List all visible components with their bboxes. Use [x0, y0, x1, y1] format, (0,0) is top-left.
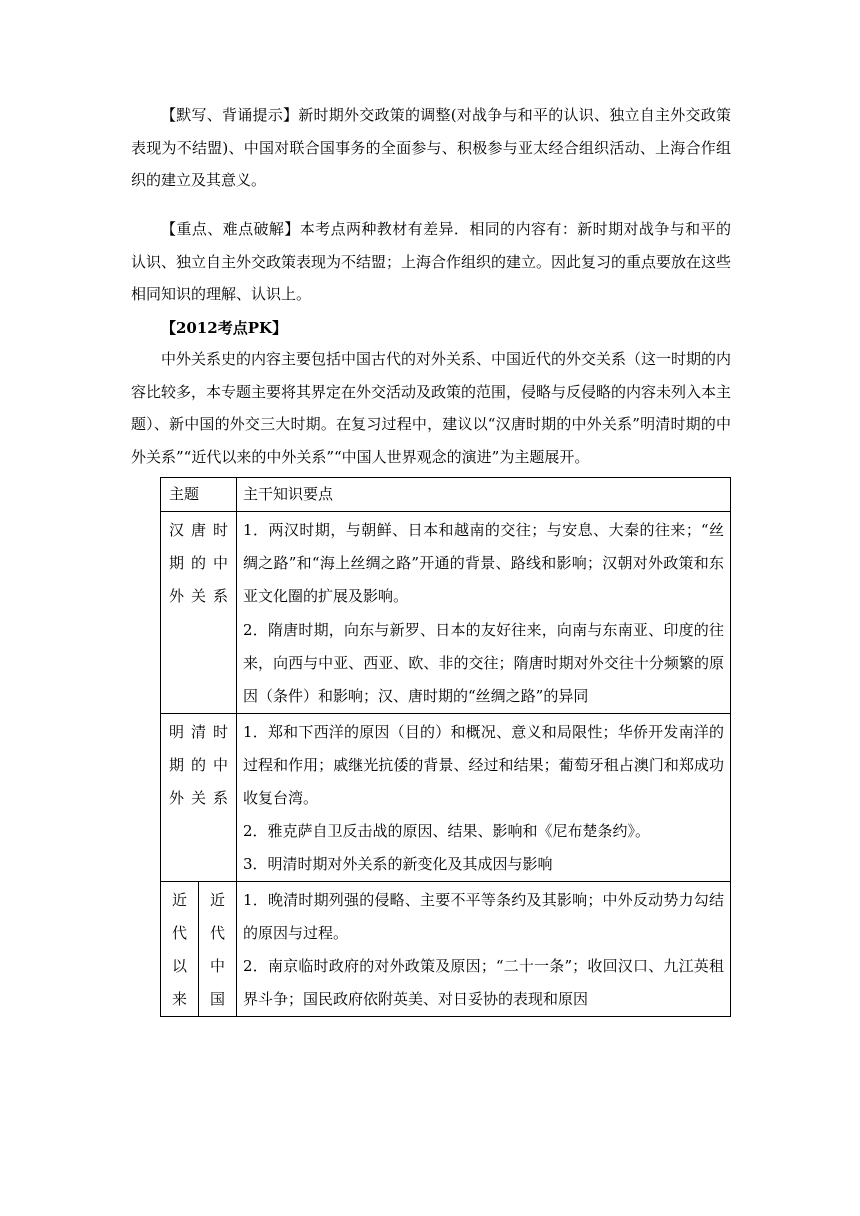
focus-tip-text: 本考点两种教材有差异．相同的内容有：新时期对战争与和平的认识、独立自主外交政策表现为不结盟；上海合作组织的建立。因此复习的重点要放在这些相同知识的理解、认识上。: [131, 220, 732, 303]
content-mingqing: [237, 714, 731, 882]
topic-hantang: 汉唐时期的中外关系: [161, 512, 237, 714]
vertical-char: 来: [171, 990, 187, 1008]
list-item: 1．晚清时期列强的侵略、主要不平等条约及其影响；中外反动势力勾结的原因与过程。: [243, 891, 725, 942]
intro-paragraph: 中外关系史的内容主要包括中国古代的对外关系、中国近代的外交关系（这一时期的内容比较多，本专题主要将其界定在外交活动及政策的范围，侵略与反侵略的内容未列入本主题）、新中国的外交三大时期。在复习过程中，建议以“汉唐时期的中外关系”明清时期的中外关系”“近代以来的中外关系”“中国人世界观念的演进”为主题展开。: [131, 350, 732, 466]
vertical-char: 国: [210, 990, 226, 1008]
table-row: [161, 714, 731, 882]
focus-tip-label: 【重点、难点破解】: [161, 220, 300, 238]
vertical-char: 中: [210, 957, 226, 975]
header-content: 主干知识要点: [237, 478, 731, 512]
table-row: [161, 512, 731, 714]
knowledge-table: [160, 477, 731, 1017]
table-header-row: [161, 478, 731, 512]
recite-tip-label: 【默写、背诵提示】: [161, 106, 299, 124]
list-item: 1．郑和下西洋的原因（目的）和概况、意义和局限性；华侨开发南洋的过程和作用；戚继光抗倭的背景、经过和结果；葡萄牙租占澳门和郑成功收复台湾。: [243, 723, 725, 807]
list-item: 3．明清时期对外关系的新变化及其成因与影响: [243, 855, 553, 873]
recite-tip-paragraph: [131, 99, 731, 197]
focus-tip-paragraph: [131, 213, 731, 311]
list-item: 1．两汉时期，与朝鲜、日本和越南的交往；与安息、大秦的往来；“丝绸之路”和“海上丝绸之路”开通的背景、路线和影响；汉朝对外政策和东亚文化圈的扩展及影响。: [243, 521, 725, 605]
content-hantang: [237, 512, 731, 714]
topic-modern-outer: [161, 882, 199, 1017]
list-item: 2．隋唐时期，向东与新罗、日本的友好往来，向南与东南亚、印度的往来，向西与中亚、西亚、欧、非的交往；隋唐时期对外交往十分频繁的原因（条件）和影响；汉、唐时期的“丝绸之路”的异同: [243, 621, 725, 705]
header-topic: 主题: [161, 478, 237, 512]
pk-heading: 【2012考点PK】: [161, 319, 288, 337]
vertical-char: 近: [210, 891, 226, 909]
vertical-char: 代: [171, 924, 187, 942]
table-row: [161, 882, 731, 1017]
topic-mingqing: 明清时期的中外关系: [161, 714, 237, 882]
recite-tip-text: 新时期外交政策的调整(对战争与和平的认识、独立自主外交政策表现为不结盟)、中国对联合国事务的全面参与、积极参与亚太经合组织活动、上海合作组织的建立及其意义。: [131, 106, 731, 189]
vertical-char: 代: [210, 924, 226, 942]
list-item: 2．南京临时政府的对外政策及原因；“二十一条”；收回汉口、九江英租界斗争；国民政府依附英美、对日妥协的表现和原因: [243, 957, 725, 1008]
list-item: 2．雅克萨自卫反击战的原因、结果、影响和《尼布楚条约》。: [243, 822, 651, 840]
content-jindai: [237, 882, 731, 1017]
topic-modern-inner: [199, 882, 237, 1017]
vertical-char: 以: [171, 957, 187, 975]
vertical-char: 近: [171, 891, 187, 909]
